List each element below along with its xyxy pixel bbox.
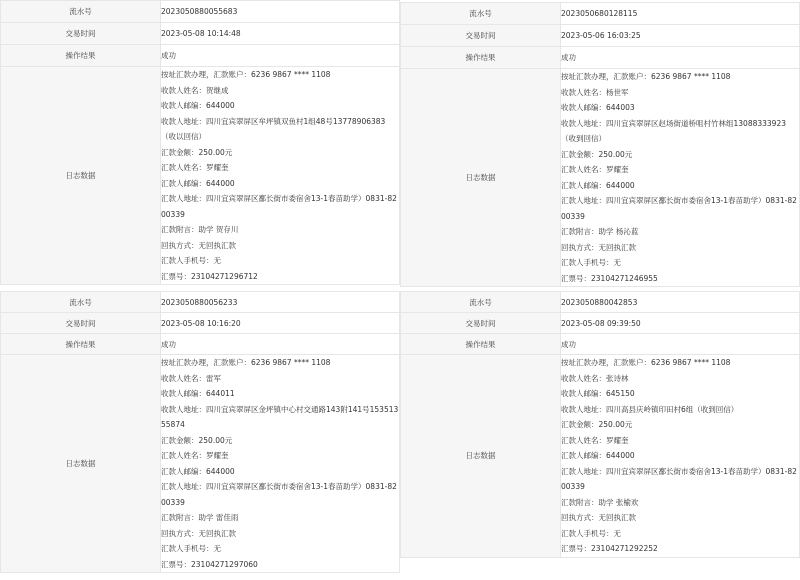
time-row <box>1 23 400 45</box>
record-table <box>400 291 800 558</box>
serial-row <box>401 3 800 25</box>
serial-value: 2023050880056233 <box>161 292 400 313</box>
time-row <box>401 25 800 47</box>
result-row <box>1 334 400 355</box>
log-line-ticket: 汇票号：23104271297060 <box>161 559 258 569</box>
log-line-amount: 汇款金额：250.00元 <box>161 147 233 157</box>
serial-label: 流水号 <box>401 292 561 313</box>
log-line-sender-zip: 汇款人邮编：644000 <box>561 451 635 460</box>
log-row <box>1 67 400 285</box>
time-row <box>401 313 800 334</box>
log-line-payee-address: 收款人地址：四川高县庆岭镇印田村6组（收到回信） <box>561 404 739 414</box>
log-line-note: 汇款附言：助学 雷佳雨 <box>161 513 239 522</box>
serial-value: 2023050880055683 <box>161 1 400 23</box>
log-row <box>1 355 400 573</box>
result-label: 操作结果 <box>401 334 561 355</box>
log-line-sender-zip: 汇款人邮编：644000 <box>561 180 635 190</box>
serial-label: 流水号 <box>1 1 161 23</box>
log-line-amount: 汇款金额：250.00元 <box>161 435 233 445</box>
log-line-payee-zip: 收款人邮编：645150 <box>561 389 635 398</box>
log-line-amount: 汇款金额：250.00元 <box>561 420 633 429</box>
record-table <box>0 291 400 573</box>
record-panel-1 <box>0 0 400 285</box>
time-value: 2023-05-08 10:16:20 <box>161 313 400 334</box>
result-value: 成功 <box>561 47 800 69</box>
log-line-sender-address: 汇款人地址：四川宜宾翠屏区鄱长街市委宿舍13-1春苗助学）0831-8200339 <box>161 194 397 219</box>
serial-value: 2023050880042853 <box>561 292 800 313</box>
time-value: 2023-05-08 10:14:48 <box>161 23 400 45</box>
record-table <box>400 2 800 287</box>
log-line-payee-name: 收款人姓名：雷军 <box>161 373 221 383</box>
log-label: 日志数据 <box>401 69 561 287</box>
serial-label: 流水号 <box>1 292 161 313</box>
log-line-phone: 汇款人手机号：无 <box>161 544 221 553</box>
time-value: 2023-05-08 09:39:50 <box>561 313 800 334</box>
time-label: 交易时间 <box>401 313 561 334</box>
log-line-sender-name: 汇款人姓名：罗耀奎 <box>561 165 629 174</box>
log-cell <box>561 355 800 558</box>
serial-row <box>1 292 400 313</box>
log-cell <box>161 355 400 573</box>
result-row <box>1 45 400 67</box>
log-line-account: 按址汇款办理，汇款账户：6236 9867 **** 1108 <box>161 70 331 79</box>
record-panel-4 <box>400 291 800 558</box>
log-cell <box>561 69 800 287</box>
log-line-ticket: 汇票号：23104271296712 <box>161 271 258 281</box>
record-panel-2 <box>400 2 800 287</box>
log-line-payee-address: 收款人地址：四川宜宾翠屏区赵场街道桥咀村竹林组13088333923（收到回信） <box>561 118 786 143</box>
log-line-payee-zip: 收款人邮编：644000 <box>161 101 235 110</box>
log-line-sender-name: 汇款人姓名：罗耀奎 <box>161 163 229 172</box>
log-label: 日志数据 <box>1 67 161 285</box>
log-line-phone: 汇款人手机号：无 <box>561 258 621 267</box>
log-cell <box>161 67 400 285</box>
log-line-receipt: 回执方式：无回执汇款 <box>561 513 636 522</box>
time-label: 交易时间 <box>1 313 161 334</box>
log-line-account: 按址汇款办理，汇款账户：6236 9867 **** 1108 <box>161 358 331 367</box>
log-line-payee-name: 收款人姓名：贺继成 <box>161 85 229 95</box>
log-line-payee-name: 收款人姓名：张诗林 <box>561 373 629 383</box>
log-line-phone: 汇款人手机号：无 <box>561 528 621 538</box>
log-line-payee-zip: 收款人邮编：644011 <box>161 389 235 398</box>
time-label: 交易时间 <box>401 25 561 47</box>
serial-label: 流水号 <box>401 3 561 25</box>
log-row <box>401 69 800 287</box>
log-line-sender-zip: 汇款人邮编：644000 <box>161 466 235 476</box>
result-value: 成功 <box>561 334 800 355</box>
log-line-receipt: 回执方式：无回执汇款 <box>161 240 236 250</box>
result-label: 操作结果 <box>1 45 161 67</box>
log-line-payee-address: 收款人地址：四川宜宾翠屏区金坪镇中心村交通路143附141号15351355874 <box>161 404 399 429</box>
serial-row <box>1 1 400 23</box>
log-line-phone: 汇款人手机号：无 <box>161 256 221 265</box>
log-line-ticket: 汇票号：23104271246955 <box>561 273 658 283</box>
log-line-payee-address: 收款人地址：四川宜宾翠屏区牟坪镇双鱼村1组48号13778906383（收以回信） <box>161 116 386 141</box>
log-line-amount: 汇款金额：250.00元 <box>561 149 633 159</box>
log-line-ticket: 汇票号：23104271292252 <box>561 544 658 553</box>
record-panel-3 <box>0 291 400 573</box>
result-row <box>401 334 800 355</box>
serial-row <box>401 292 800 313</box>
result-value: 成功 <box>161 334 400 355</box>
log-line-note: 汇款附言：助学 杨沁蓝 <box>561 227 639 236</box>
log-label: 日志数据 <box>401 355 561 558</box>
log-line-sender-address: 汇款人地址：四川宜宾翠屏区鄱长街市委宿舍13-1春苗助学）0831-8200339 <box>561 466 797 491</box>
log-line-receipt: 回执方式：无回执汇款 <box>561 242 636 252</box>
time-value: 2023-05-06 16:03:25 <box>561 25 800 47</box>
result-label: 操作结果 <box>401 47 561 69</box>
result-row <box>401 47 800 69</box>
log-row <box>401 355 800 558</box>
log-line-payee-zip: 收款人邮编：644003 <box>561 103 635 112</box>
log-line-sender-name: 汇款人姓名：罗耀奎 <box>161 451 229 460</box>
log-line-sender-address: 汇款人地址：四川宜宾翠屏区鄱长街市委宿舍13-1春苗助学）0831-8200339 <box>161 482 397 507</box>
result-value: 成功 <box>161 45 400 67</box>
log-line-sender-zip: 汇款人邮编：644000 <box>161 178 235 188</box>
log-line-payee-name: 收款人姓名：杨世军 <box>561 87 629 97</box>
log-line-account: 按址汇款办理，汇款账户：6236 9867 **** 1108 <box>561 72 731 81</box>
time-label: 交易时间 <box>1 23 161 45</box>
log-label: 日志数据 <box>1 355 161 573</box>
log-line-sender-address: 汇款人地址：四川宜宾翠屏区鄱长街市委宿舍13-1春苗助学）0831-8200339 <box>561 196 797 221</box>
record-table <box>0 0 400 285</box>
log-line-note: 汇款附言：助学 张榆欢 <box>561 497 639 507</box>
serial-value: 2023050680128115 <box>561 3 800 25</box>
log-line-note: 汇款附言：助学 贺存川 <box>161 225 239 234</box>
time-row <box>1 313 400 334</box>
log-line-sender-name: 汇款人姓名：罗耀奎 <box>561 435 629 445</box>
result-label: 操作结果 <box>1 334 161 355</box>
log-line-account: 按址汇款办理，汇款账户：6236 9867 **** 1108 <box>561 358 731 367</box>
log-line-receipt: 回执方式：无回执汇款 <box>161 528 236 538</box>
